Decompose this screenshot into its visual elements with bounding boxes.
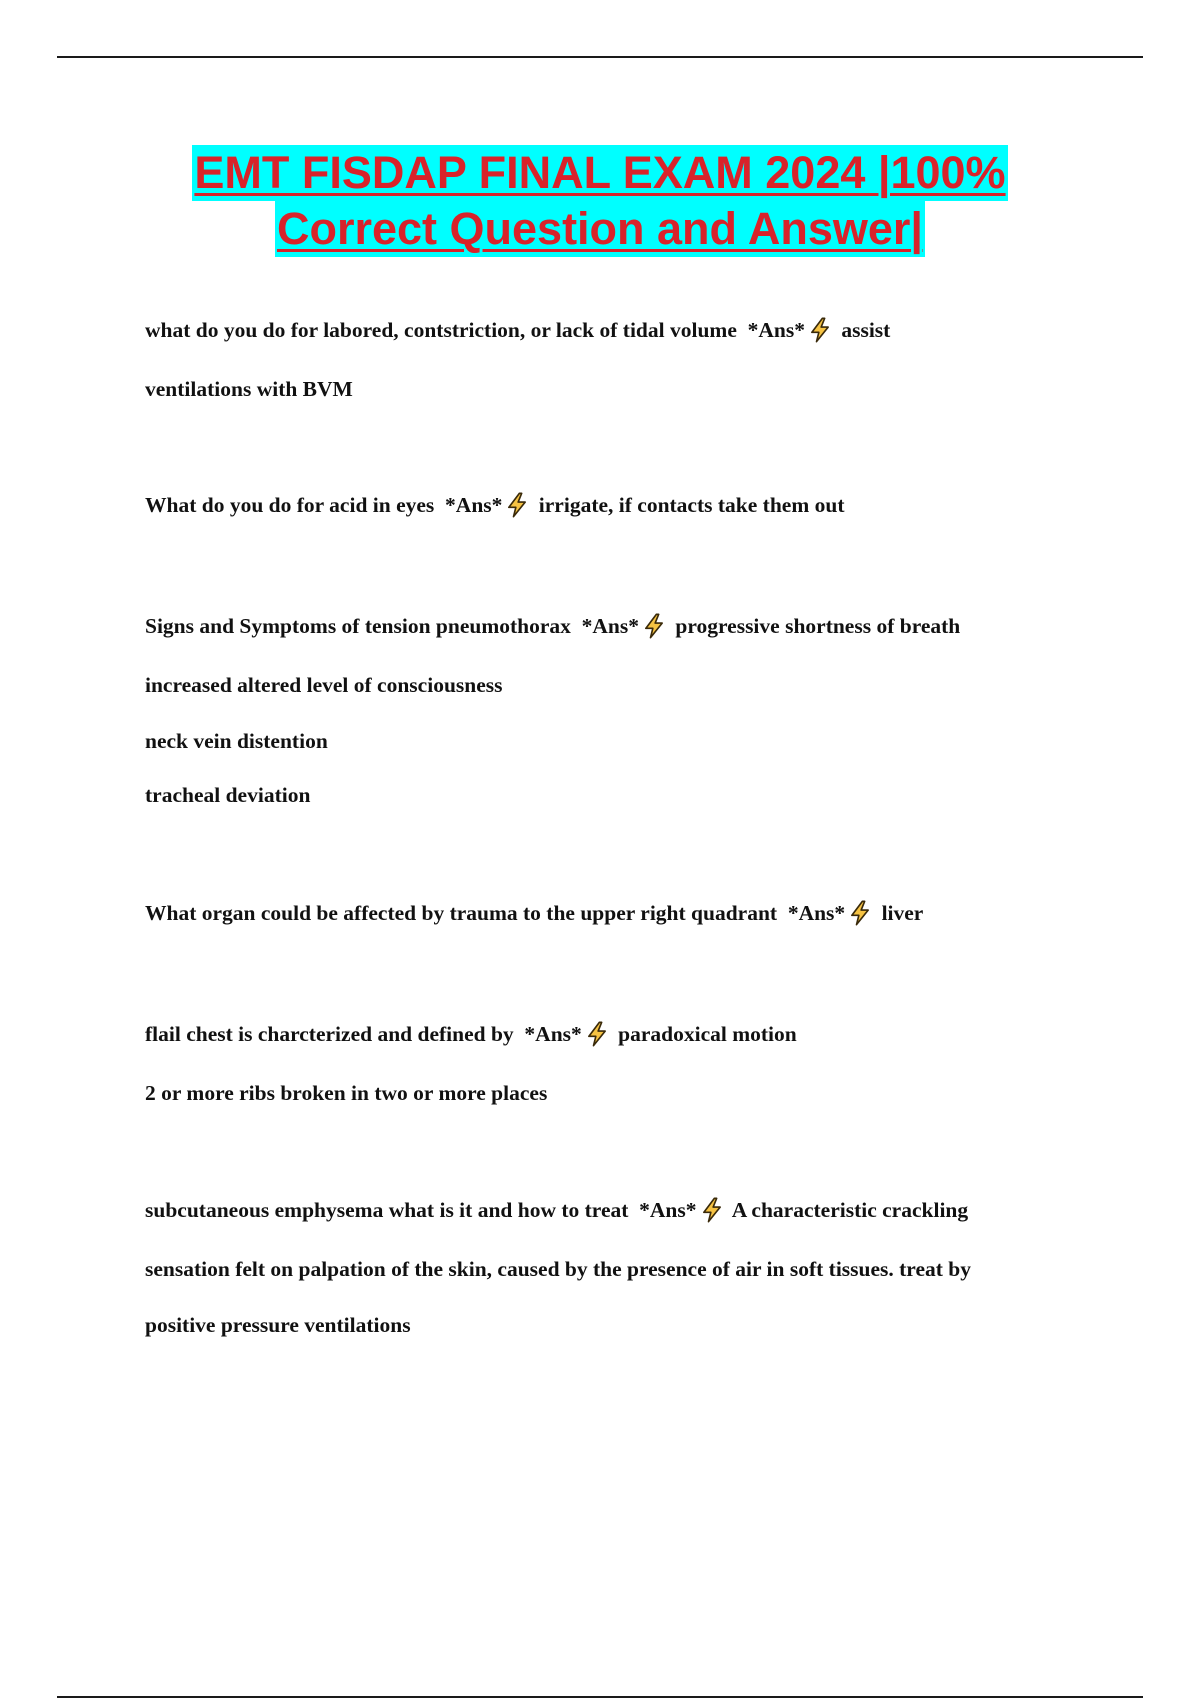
question-text: flail chest is charcterized and defined by <box>145 1022 525 1046</box>
answer-text: paradoxical motion <box>612 1022 797 1046</box>
lightning-bolt-icon <box>503 491 531 519</box>
answer-marker: *Ans* <box>787 901 846 925</box>
qa-line <box>145 899 923 927</box>
answer-text: irrigate, if contacts take them out <box>533 493 845 517</box>
qa-line <box>145 612 960 640</box>
answer-text: liver <box>876 901 924 925</box>
answer-text: assist <box>835 318 891 342</box>
top-rule <box>57 56 1143 58</box>
answer-line: ventilations with BVM <box>145 377 353 401</box>
answer-line: sensation felt on palpation of the skin, caused by the presence of air in soft tissues. treat by <box>145 1257 971 1281</box>
answer-line: neck vein distention <box>145 729 328 753</box>
answer-text: progressive shortness of breath <box>670 614 961 638</box>
answer-line: increased altered level of consciousness <box>145 673 503 697</box>
answer-line: tracheal deviation <box>145 783 311 807</box>
qa-line <box>145 316 890 344</box>
answer-line: positive pressure ventilations <box>145 1313 411 1337</box>
answer-line: 2 or more ribs broken in two or more places <box>145 1081 548 1105</box>
answer-marker: *Ans* <box>747 318 805 342</box>
lightning-bolt-icon <box>806 316 834 344</box>
qa-line <box>145 1196 968 1224</box>
answer-marker: *Ans* <box>445 493 503 517</box>
answer-text: A characteristic crackling <box>727 1198 969 1222</box>
answer-marker: *Ans* <box>581 614 640 638</box>
question-text: What organ could be affected by trauma to the upper right quadrant <box>145 901 788 925</box>
title-line-2: Correct Question and Answer| <box>275 201 925 257</box>
lightning-bolt-icon <box>640 612 668 640</box>
lightning-bolt-icon <box>846 899 874 927</box>
qa-line <box>145 1020 797 1048</box>
question-text: what do you do for labored, contstriction, or lack of tidal volume <box>145 318 748 342</box>
bottom-rule <box>57 1696 1143 1698</box>
qa-line <box>145 491 844 519</box>
page-title <box>0 145 1200 257</box>
lightning-bolt-icon <box>698 1196 726 1224</box>
question-text: What do you do for acid in eyes <box>145 493 446 517</box>
question-text: subcutaneous emphysema what is it and how to treat <box>145 1198 640 1222</box>
answer-marker: *Ans* <box>639 1198 697 1222</box>
lightning-bolt-icon <box>583 1020 611 1048</box>
answer-marker: *Ans* <box>524 1022 582 1046</box>
title-line-1: EMT FISDAP FINAL EXAM 2024 |100% <box>192 145 1007 201</box>
question-text: Signs and Symptoms of tension pneumothorax <box>145 614 582 638</box>
